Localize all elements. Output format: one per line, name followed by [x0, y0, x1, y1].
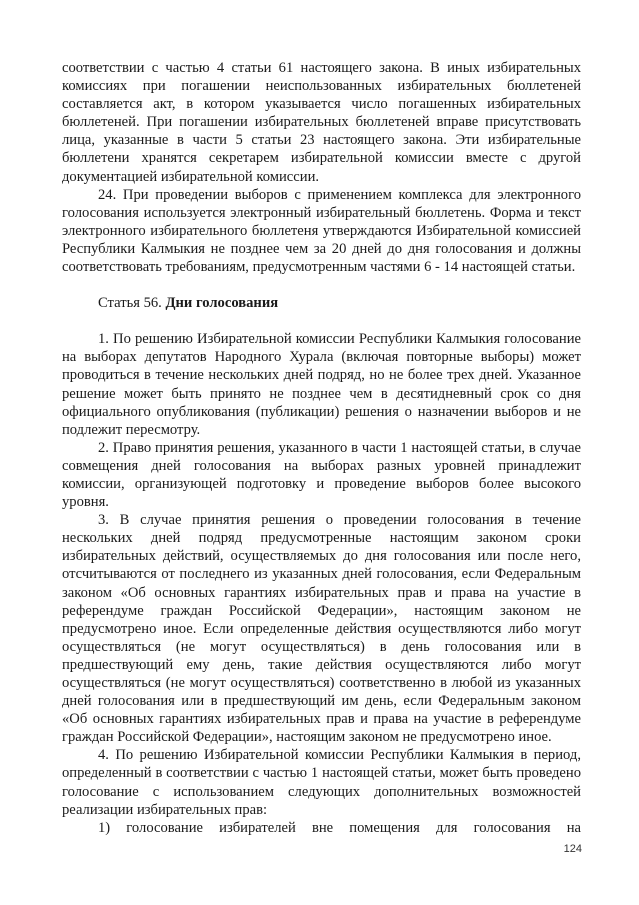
article-heading: [62, 294, 581, 312]
paragraph-24: 24. При проведении выборов с применением комплекса для электронного голосования используется электронный избирательный бюллетень. Форма и текст электронного избирательного бюллетеня утверждаются Избирательной комиссией Республики Калмыкия не позднее чем за 20 дней до дня голосования и должны соответствовать требованиям, предусмотренным частями 6 - 14 настоящей статьи.: [62, 186, 581, 276]
spacer: [62, 276, 581, 294]
paragraph-2: 2. Право принятия решения, указанного в части 1 настоящей статьи, в случае совмещения дней голосования на выборах разных уровней принадлежит комиссии, организующей подготовку и проведение выборов более высокого уровня.: [62, 439, 581, 511]
document-page: [62, 59, 581, 837]
paragraph-1: 1. По решению Избирательной комиссии Республики Калмыкия голосование на выборах депутатов Народного Хурала (включая повторные выборы) может проводиться в течение нескольких дней подряд, но не более трех дней. Указанное решение может быть принято не позднее чем в десятидневный срок со дня официального опубликования (публикации) решения о назначении выборов и не подлежит пересмотру.: [62, 331, 581, 438]
page-number: 124: [563, 843, 582, 855]
article-title: Дни голосования: [165, 295, 279, 312]
paragraph-3: 3. В случае принятия решения о проведении голосования в течение нескольких дней подряд предусмотренные настоящим законом сроки избирательных действий, осуществляемых до дня голосования или после него, отсчитываются от последнего из указанных дней голосования, если Федеральным законом «Об основных гарантиях избирательных прав и права на участие в референдуме граждан Российской Федерации», настоящим законом не предусмотрено иное. Если определенные действия осуществляются либо могут осуществляться (не могут осуществляться) в день голосования или в предшествующий ему день, такие действия осуществляются либо могут осуществляться (не могут осуществляться) соответственно в любой из указанных дней голосования или в предшествующий им день, если Федеральным законом «Об основных гарантиях избирательных прав и права на участие в референдуме граждан Российской Федерации», настоящим законом не предусмотрено иное.: [62, 512, 581, 746]
paragraph-continuation: соответствии с частью 4 статьи 61 настоящего закона. В иных избирательных комиссиях при погашении неиспользованных избирательных бюллетеней составляется акт, в котором указывается число погашенных избирательных бюллетеней. При погашении избирательных бюллетеней вправе присутствовать лица, указанные в части 5 статьи 23 настоящего закона. Эти избирательные бюллетени хранятся секретарем избирательной комиссии вместе с другой документацией избирательной комиссии.: [62, 60, 581, 185]
paragraph-4-item-1: 1) голосование избирателей вне помещения для голосования на: [98, 819, 581, 836]
spacer: [62, 312, 581, 330]
paragraph-4: 4. По решению Избирательной комиссии Республики Калмыкия в период, определенный в соответствии с частью 1 настоящей статьи, может быть проведено голосование с использованием следующих дополнительных возможностей реализации избирательных прав:: [62, 747, 581, 818]
article-number: Статья 56.: [98, 295, 166, 312]
